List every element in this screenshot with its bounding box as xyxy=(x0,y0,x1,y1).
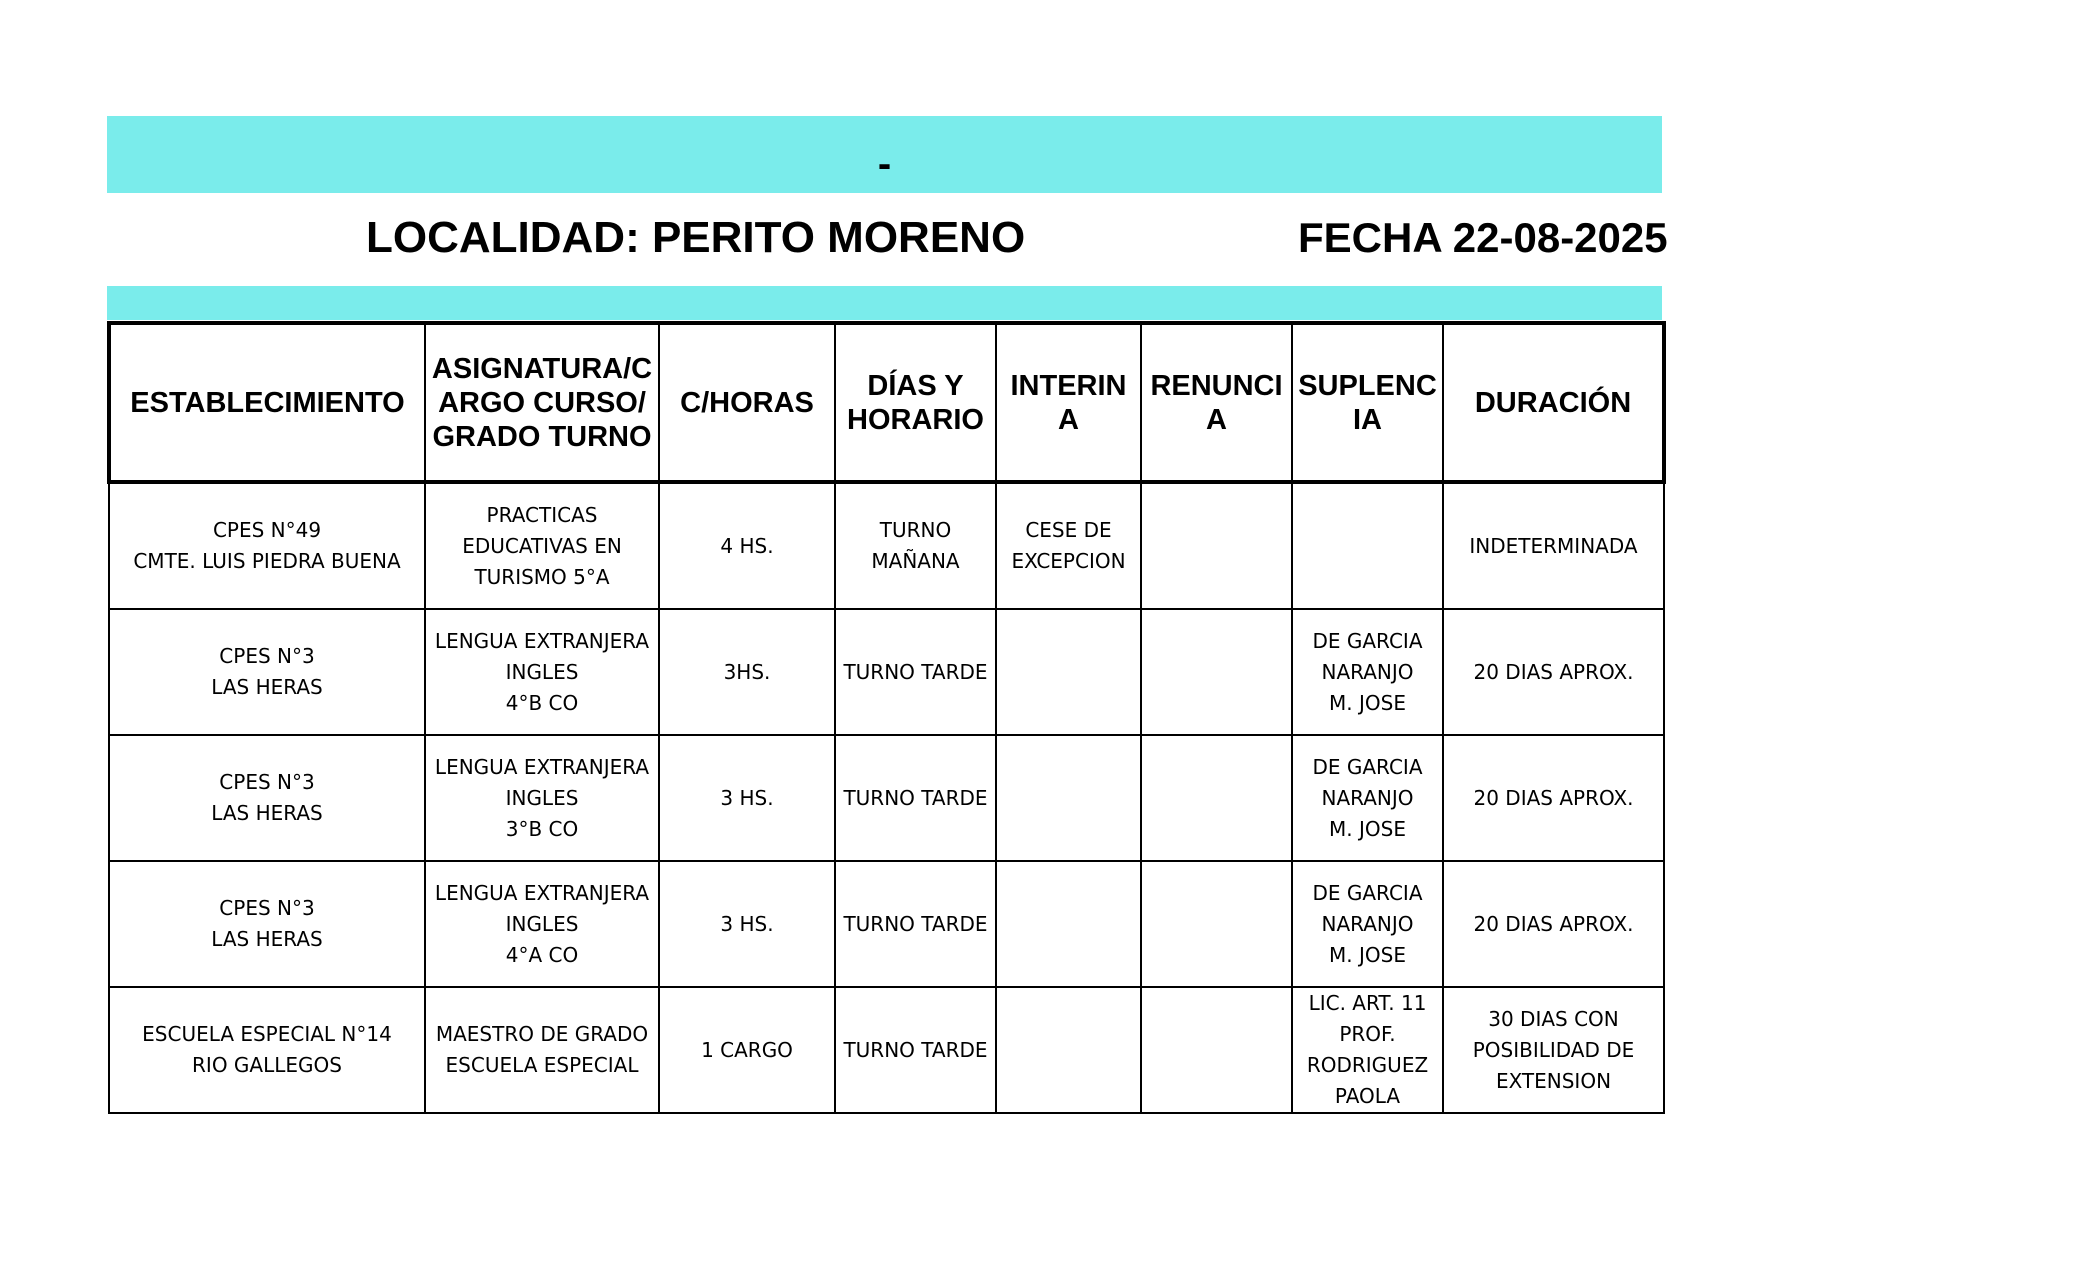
cell-asignatura: PRACTICAS EDUCATIVAS EN TURISMO 5°A xyxy=(425,482,659,609)
cell-establecimiento: CPES N°3 LAS HERAS xyxy=(109,609,425,735)
cell-dias-horario: TURNO MAÑANA xyxy=(835,482,996,609)
table-header-row xyxy=(109,323,1664,482)
cell-asignatura: LENGUA EXTRANJERA INGLES 4°A CO xyxy=(425,861,659,987)
cell-suplencia: LIC. ART. 11 PROF. RODRIGUEZ PAOLA xyxy=(1292,987,1443,1113)
col-header-interina: INTERINA xyxy=(996,323,1141,482)
cell-interina xyxy=(996,861,1141,987)
cell-renuncia xyxy=(1141,482,1292,609)
table-row xyxy=(109,861,1664,987)
cell-duracion: 30 DIAS CON POSIBILIDAD DE EXTENSION xyxy=(1443,987,1664,1113)
cell-duracion: 20 DIAS APROX. xyxy=(1443,735,1664,861)
cell-horas: 1 CARGO xyxy=(659,987,835,1113)
cell-dias-horario: TURNO TARDE xyxy=(835,735,996,861)
cell-dias-horario: TURNO TARDE xyxy=(835,987,996,1113)
cell-renuncia xyxy=(1141,987,1292,1113)
cell-suplencia: DE GARCIA NARANJO M. JOSE xyxy=(1292,735,1443,861)
col-header-duracion: DURACIÓN xyxy=(1443,323,1664,482)
cell-horas: 4 HS. xyxy=(659,482,835,609)
col-header-renuncia: RENUNCIA xyxy=(1141,323,1292,482)
col-header-horas: C/HORAS xyxy=(659,323,835,482)
table-row xyxy=(109,735,1664,861)
cell-renuncia xyxy=(1141,735,1292,861)
cell-horas: 3 HS. xyxy=(659,861,835,987)
cell-suplencia xyxy=(1292,482,1443,609)
cell-dias-horario: TURNO TARDE xyxy=(835,861,996,987)
locality-title: LOCALIDAD: PERITO MORENO xyxy=(366,213,1026,262)
header-band-top xyxy=(107,116,1662,193)
cell-interina xyxy=(996,987,1141,1113)
cell-horas: 3 HS. xyxy=(659,735,835,861)
cell-establecimiento: CPES N°3 LAS HERAS xyxy=(109,735,425,861)
cell-establecimiento: CPES N°3 LAS HERAS xyxy=(109,861,425,987)
vacancies-table xyxy=(107,321,1666,1114)
cell-interina xyxy=(996,609,1141,735)
cell-duracion: 20 DIAS APROX. xyxy=(1443,609,1664,735)
cell-duracion: 20 DIAS APROX. xyxy=(1443,861,1664,987)
cell-dias-horario: TURNO TARDE xyxy=(835,609,996,735)
cell-asignatura: LENGUA EXTRANJERA INGLES 3°B CO xyxy=(425,735,659,861)
col-header-establecimiento: ESTABLECIMIENTO xyxy=(109,323,425,482)
col-header-dias-horario: DÍAS Y HORARIO xyxy=(835,323,996,482)
header-band-bottom xyxy=(107,286,1662,320)
cell-suplencia: DE GARCIA NARANJO M. JOSE xyxy=(1292,609,1443,735)
cell-establecimiento: ESCUELA ESPECIAL N°14 RIO GALLEGOS xyxy=(109,987,425,1113)
cell-horas: 3HS. xyxy=(659,609,835,735)
cell-asignatura: MAESTRO DE GRADO ESCUELA ESPECIAL xyxy=(425,987,659,1113)
cell-renuncia xyxy=(1141,861,1292,987)
cell-duracion: INDETERMINADA xyxy=(1443,482,1664,609)
cell-interina xyxy=(996,735,1141,861)
date-label: FECHA 22-08-2025 xyxy=(1298,214,1668,261)
header-top-mark: - xyxy=(877,142,892,186)
cell-renuncia xyxy=(1141,609,1292,735)
cell-suplencia: DE GARCIA NARANJO M. JOSE xyxy=(1292,861,1443,987)
col-header-suplencia: SUPLENCIA xyxy=(1292,323,1443,482)
col-header-asignatura: ASIGNATURA/CARGO CURSO/GRADO TURNO xyxy=(425,323,659,482)
cell-interina: CESE DE EXCEPCION xyxy=(996,482,1141,609)
table-row xyxy=(109,987,1664,1113)
cell-establecimiento: CPES N°49 CMTE. LUIS PIEDRA BUENA xyxy=(109,482,425,609)
table-row xyxy=(109,609,1664,735)
table-row xyxy=(109,482,1664,609)
cell-asignatura: LENGUA EXTRANJERA INGLES 4°B CO xyxy=(425,609,659,735)
